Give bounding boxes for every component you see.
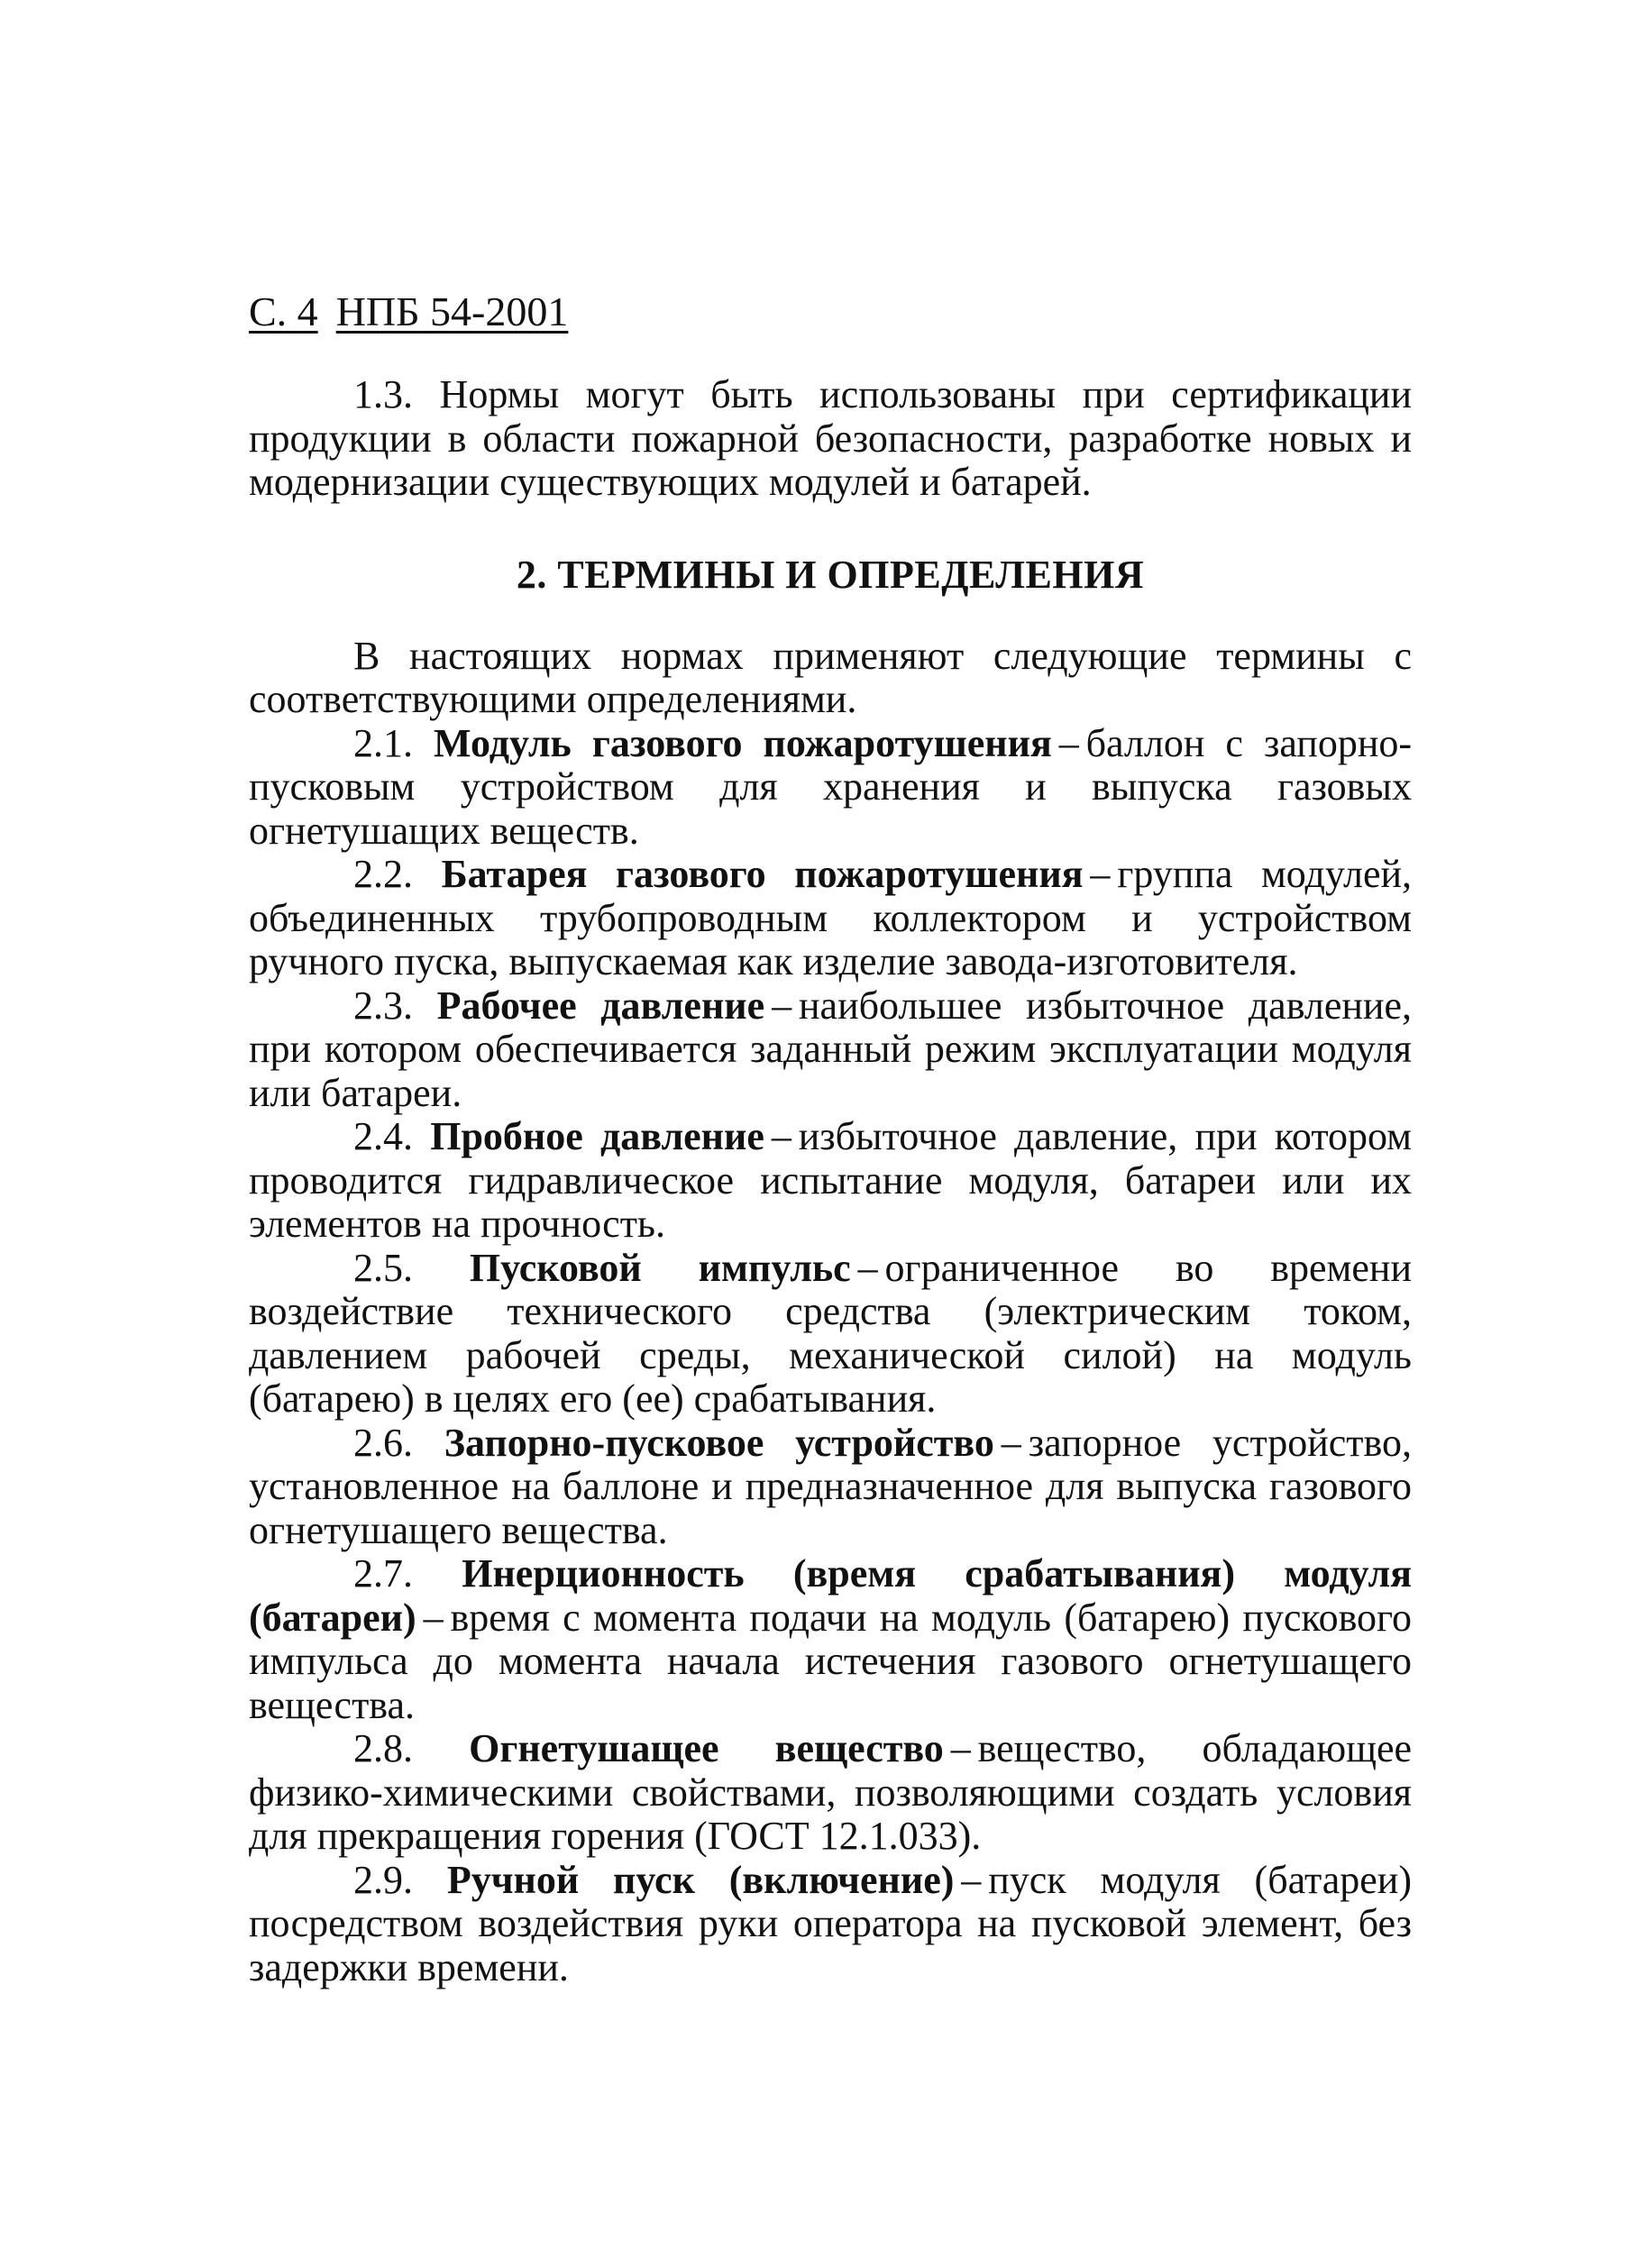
document-body [249, 373, 1412, 1989]
term-number: 2.2. [353, 852, 413, 896]
term-definition: баллон с запорно-пусковым устройством для хранения и выпуска газовых огнетушащих веществ. [249, 720, 1413, 853]
term-2-2 [249, 853, 1412, 984]
term-number: 2.7. [353, 1551, 413, 1596]
term-definition: пуск модуля (батареи) посредством воздействия руки оператора на пусковой элемент, без задержки времени. [249, 1857, 1412, 1989]
term-2-1 [249, 722, 1412, 854]
term-dash: – [1001, 1420, 1021, 1465]
page-header [249, 287, 586, 337]
term-2-9 [249, 1859, 1412, 1990]
term-definition: группа модулей, объединенных трубопроводным коллектором и устройством ручного пуска, выпускаемая как изделие завода-изготовителя. [249, 852, 1413, 983]
term-dash: – [423, 1595, 444, 1640]
term-2-8 [249, 1727, 1412, 1859]
term-definition: время с момента подачи на модуль (батарею) пускового импульса до момента начала истечения газового огнетушащего вещества. [249, 1595, 1412, 1727]
term-definition: ограниченное во времени воздействие технического средства (электрическим током, давлением рабочей среды, механической силой) на модуль (батарею) в целях его (ее) срабатывания. [249, 1245, 1412, 1421]
term-definition: вещество, обладающее физико-химическими свойствами, позволяющими создать условия для прекращения горения (ГОСТ 12.1.033). [249, 1726, 1413, 1858]
term-dash: – [1058, 720, 1079, 765]
term-name: Запорно-пусковое устройство [444, 1420, 994, 1465]
term-number: 2.3. [353, 983, 413, 1028]
term-number: 2.1. [353, 720, 413, 765]
term-name: Инерционность (время срабатывания) модуля (батареи) [249, 1551, 1413, 1640]
term-2-5 [249, 1247, 1412, 1422]
term-number: 2.9. [353, 1857, 413, 1902]
term-2-7 [249, 1552, 1412, 1727]
term-name: Пусковой импульс [469, 1245, 851, 1290]
term-name: Рабочее давление [436, 983, 765, 1028]
term-dash: – [857, 1245, 878, 1290]
term-dash: – [950, 1726, 971, 1770]
term-definition: наибольшее избыточное давление, при котором обеспечивается заданный режим эксплуатации модуля или батареи. [249, 983, 1412, 1115]
term-dash: – [961, 1857, 982, 1902]
term-name: Батарея газового пожаротушения [441, 852, 1084, 896]
clause-text: Нормы могут быть использованы при сертификации продукции в области пожарной безопасности, разработке новых и модернизации существующих модулей и батарей. [249, 372, 1412, 504]
term-name: Огнетушащее вещество [469, 1726, 944, 1770]
term-definition: избыточное давление, при котором проводится гидравлическое испытание модуля, батареи или их элементов на прочность. [249, 1114, 1413, 1246]
term-number: 2.8. [353, 1726, 413, 1770]
term-2-4 [249, 1115, 1412, 1247]
term-2-3 [249, 984, 1412, 1116]
term-definition: запорное устройство, установленное на баллоне и предназначенное для выпуска газового огнетушащего вещества. [249, 1420, 1412, 1552]
term-name: Пробное давление [430, 1114, 764, 1158]
term-2-6 [249, 1422, 1412, 1553]
term-number: 2.5. [353, 1245, 413, 1290]
clause-1-3 [249, 373, 1412, 505]
term-name: Ручной пуск (включение) [446, 1857, 955, 1902]
section-intro: В настоящих нормах применяют следующие термины с соответствующими определениями. [249, 633, 1412, 721]
term-name: Модуль газового пожаротушения [434, 720, 1052, 765]
clause-number: 1.3. [353, 372, 413, 416]
term-dash: – [772, 983, 792, 1028]
term-dash: – [1090, 852, 1111, 896]
term-number: 2.6. [353, 1420, 413, 1465]
section-title: 2. ТЕРМИНЫ И ОПРЕДЕЛЕНИЯ [516, 552, 1145, 597]
page-label: С. 4 [249, 288, 318, 334]
document-code: НПБ 54-2001 [335, 288, 569, 334]
term-dash: – [771, 1114, 791, 1158]
term-number: 2.4. [353, 1114, 413, 1158]
